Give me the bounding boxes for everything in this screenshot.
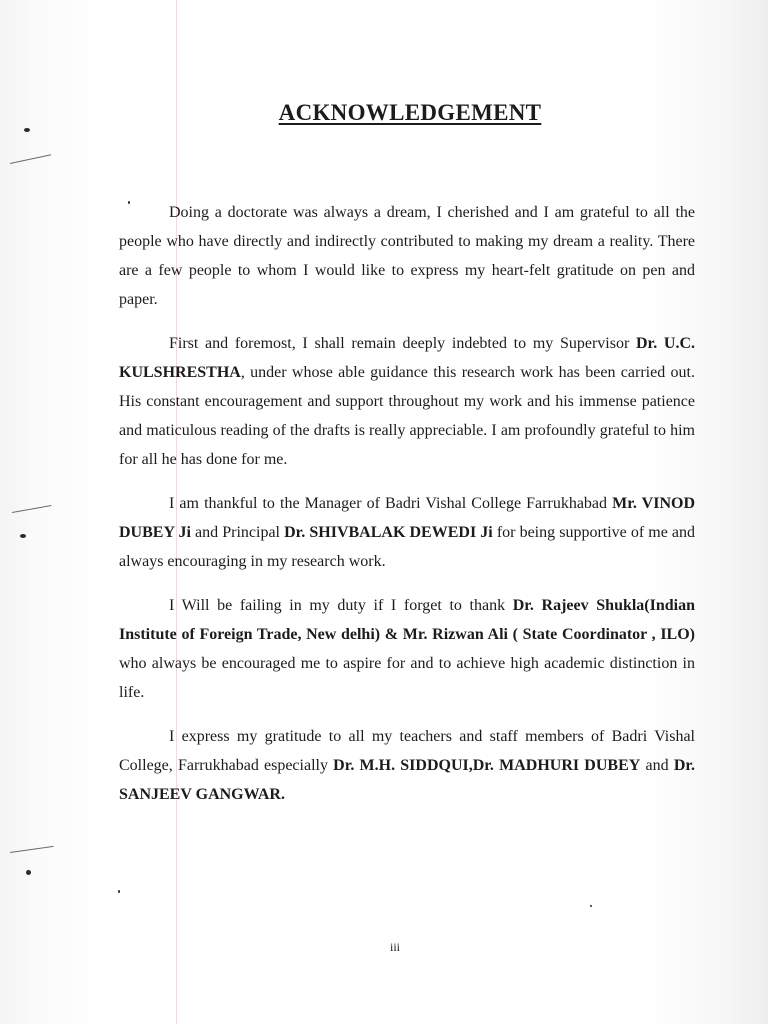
paragraph bbox=[119, 329, 695, 474]
bold-name-text: Dr. M.H. SIDDQUI,Dr. MADHURI DUBEY bbox=[333, 757, 641, 774]
paragraph bbox=[119, 722, 695, 809]
scan-speck bbox=[26, 870, 31, 875]
paragraph-text: who always be encouraged me to aspire for and to achieve high academic distinction in life. bbox=[119, 655, 695, 701]
page-number: iii bbox=[389, 940, 400, 954]
bold-name-text: Dr. U.C. KULSHRESTHA bbox=[119, 335, 696, 381]
paragraph bbox=[119, 489, 695, 576]
bold-name-text: Mr. VINOD DUBEY Ji bbox=[119, 495, 696, 541]
scan-speck bbox=[590, 905, 592, 907]
bold-name-text: Dr. SHIVBALAK DEWEDI Ji bbox=[284, 524, 493, 541]
scan-speck bbox=[118, 890, 120, 893]
paragraph-text: First and foremost, I shall remain deeply indebted to my Supervisor bbox=[169, 335, 636, 352]
bold-name-text: Dr. Rajeev Shukla(Indian Institute of Foreign Trade, New delhi) & Mr. Rizwan Ali ( State Coordinator , ILO) bbox=[119, 597, 696, 643]
paragraph bbox=[119, 591, 695, 707]
scan-speck bbox=[24, 128, 30, 132]
bold-name-text: Dr. SANJEEV GANGWAR. bbox=[119, 757, 695, 803]
paragraph-text: I am thankful to the Manager of Badri Vishal College Farrukhabad bbox=[169, 495, 613, 512]
scan-speck bbox=[20, 534, 26, 538]
paragraph bbox=[119, 198, 695, 314]
paragraph-text: , under whose able guidance this research work has been carried out. His constant encouragement and support throughout my work and his immense patience and maticulous reading of the drafts is really appreciable. I am profoundly grateful to him for all he has done for me. bbox=[119, 364, 695, 468]
paragraph-text: I Will be failing in my duty if I forget to thank bbox=[169, 597, 513, 614]
paragraph-text: for being supportive of me and always encouraging in my research work. bbox=[119, 524, 696, 570]
page-title: ACKNOWLEDGEMENT bbox=[278, 100, 542, 125]
scan-mark bbox=[10, 154, 51, 164]
scan-mark bbox=[12, 505, 52, 513]
scan-mark bbox=[10, 846, 54, 853]
paragraph-text: I express my gratitude to all my teachers and staff members of Badri Vishal College, Farrukhabad especially bbox=[119, 728, 695, 774]
paragraph-text: Doing a doctorate was always a dream, I cherished and I am grateful to all the people who have directly and indirectly contributed to making my dream a reality. There are a few people to whom I would like to express my heart-felt gratitude on pen and paper. bbox=[119, 204, 695, 308]
paragraph-text: and bbox=[640, 757, 674, 774]
paragraph-text: and Principal bbox=[190, 524, 285, 541]
acknowledgement-body bbox=[119, 198, 695, 824]
